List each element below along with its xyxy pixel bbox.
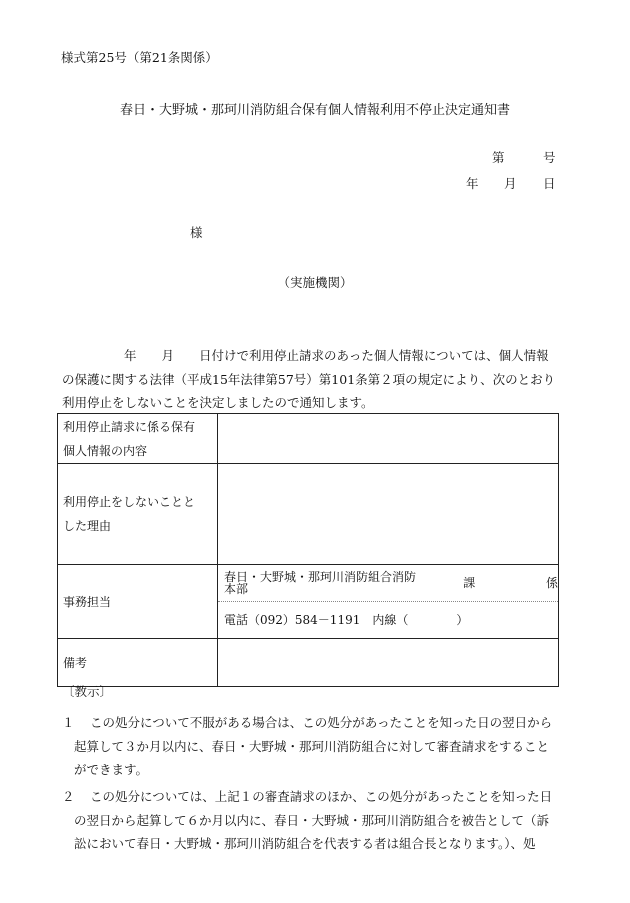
label-reason: 利用停止をしないことと した理由 [58,464,218,565]
instruction-item-1 [62,711,576,782]
body-line-2: の保護に関する法律（平成15年法律第57号）第101条第２項の規定により、次のとおり [62,371,556,387]
doc-number-go: 号 [543,150,556,165]
table-row [58,639,559,687]
date-day: 日 [543,176,556,191]
section-kakari: 係 [545,576,558,590]
body-line-1: 年 月 日付けで利用停止請求のあった個人情報については、個人情報 [124,348,549,363]
table-row [58,414,559,464]
phone-text: 電話（092）584－1191 内線（ ） [224,613,469,627]
label-requested-info: 利用停止請求に係る保有 個人情報の内容 [58,414,218,464]
office-name: 春日・大野城・那珂川消防組合消防本部 [224,570,417,596]
office-row [218,565,558,602]
item-1-line-3: ができます。 [74,762,149,777]
section-ka: 課 [463,576,476,590]
addressee-sama: 様 [190,225,203,240]
item-1-number: １ [62,715,75,730]
table-row [58,464,559,565]
date-month: 月 [504,176,517,191]
value-staff-in-charge [218,565,559,639]
label-staff-in-charge: 事務担当 [58,565,218,639]
notice-body [62,344,582,415]
table-row [58,565,559,639]
item-1-line-2: 起算して３か月以内に、春日・大野城・那珂川消防組合に対して審査請求をすること [74,738,550,754]
form-number: 様式第25号（第21条関係） [61,50,218,65]
info-table [57,413,559,687]
item-2-number: ２ [62,789,75,804]
instruction-heading: 〔教示〕 [62,684,113,699]
value-remarks[interactable] [218,639,559,687]
doc-number-dai: 第 [492,150,505,165]
value-reason[interactable] [218,464,559,565]
body-line-3: 利用停止をしないことを決定しましたので通知します。 [62,395,374,410]
phone-row [218,602,558,638]
date-year: 年 [466,176,479,191]
item-1-line-1: この処分について不服がある場合は、この処分があったことを知った日の翌日から [90,715,553,730]
implementing-agency: （実施機関） [277,275,353,290]
item-2-line-2: の翌日から起算して６か月以内に、春日・大野城・那珂川消防組合を被告として（訴 [74,812,550,828]
label-remarks: 備考 [58,639,218,687]
value-requested-info[interactable] [218,414,559,464]
instruction-item-2 [62,785,576,856]
document-title: 春日・大野城・那珂川消防組合保有個人情報利用不停止決定通知書 [119,103,510,118]
item-2-line-1: この処分については、上記１の審査請求のほか、この処分があったことを知った日 [90,789,553,804]
item-2-line-3: 訟において春日・大野城・那珂川消防組合を代表する者は組合長となります。）、処 [74,836,536,851]
